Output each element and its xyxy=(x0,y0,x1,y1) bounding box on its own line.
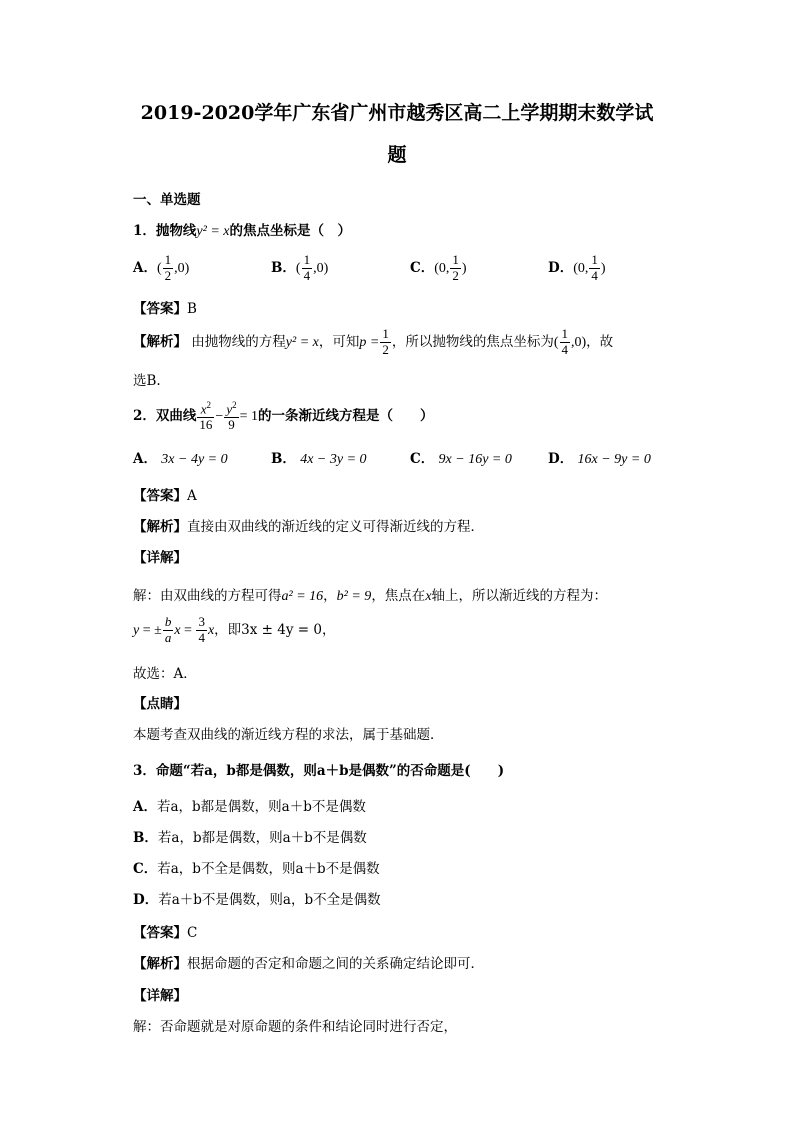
question-text: 抛物线 xyxy=(155,223,197,239)
option-d: D．(0, $\frac{1}{4}$ ) xyxy=(548,252,606,283)
answer-3: 【答案】C xyxy=(133,925,198,941)
option-a: A．若a，b都是偶数，则a＋b不是偶数 xyxy=(133,799,366,815)
option-c: C． 9x − 16y = 0 xyxy=(410,451,512,467)
question-3: 3．命题“若a，b都是偶数，则a＋b是偶数”的否命题是( ) xyxy=(133,763,505,779)
question-1 xyxy=(133,219,351,240)
option-b: B．( $\frac{1}{4}$ ,0) xyxy=(271,252,329,283)
detail-2-line2: y = ± $\frac{b}{a}$ x = $\frac{3}{4}$ x，即3x ± 4y = 0， xyxy=(133,614,336,645)
answer-1: 【答案】B xyxy=(133,301,197,317)
detail-3: 解：否命题就是对原命题的条件和结论同时进行否定， xyxy=(133,1019,457,1035)
detail-2-line1: 解：由双曲线的方程可得a² = 16，b² = 9，焦点在x轴上，所以渐近线的方程为： xyxy=(133,588,608,604)
option-b: B．若a，b都是偶数，则a＋b不是偶数 xyxy=(133,830,367,846)
detail-heading: 【详解】 xyxy=(133,550,187,566)
equation: y² = x xyxy=(196,224,230,239)
document-title-line2: 题 xyxy=(387,144,407,166)
analysis-3: 【解析】根据命题的否定和命题之间的关系确定结论即可． xyxy=(133,956,484,972)
option-d: D． 16x − 9y = 0 xyxy=(548,451,651,467)
option-b: B． 4x − 3y = 0 xyxy=(271,451,367,467)
document-title-line1: 2019-2020学年广东省广州市越秀区高二上学期期末数学试 xyxy=(140,102,654,124)
option-c: C．若a，b不全是偶数，则a＋b不是偶数 xyxy=(133,861,380,877)
analysis-1: 【解析】 由抛物线的方程y² = x，可知p = $\frac{1}{2}$ ，所以抛物线的焦点坐标为( $\frac{1}{4}$ ,0)，故 xyxy=(133,326,614,357)
question-number: 1． xyxy=(133,223,156,239)
answer-2: 【答案】A xyxy=(133,488,197,504)
question-text: 的焦点坐标是（ ） xyxy=(229,223,351,239)
option-a: A．( $\frac{1}{2}$ ,0) xyxy=(133,252,190,283)
analysis-1-end: 选B. xyxy=(133,373,161,389)
comment-heading: 【点睛】 xyxy=(133,696,187,712)
option-d: D．若a＋b不是偶数，则a，b不全是偶数 xyxy=(133,892,381,908)
choose-2: 故选：A． xyxy=(133,666,197,682)
option-a: A． 3x − 4y = 0 xyxy=(133,451,228,467)
option-c: C．(0, $\frac{1}{2}$ ) xyxy=(410,252,467,283)
comment-2: 本题考查双曲线的渐近线方程的求法，属于基础题． xyxy=(133,727,444,743)
detail-heading: 【详解】 xyxy=(133,988,187,1004)
section-heading: 一、单选题 xyxy=(133,192,201,208)
analysis-2: 【解析】直接由双曲线的渐近线的定义可得渐近线的方程． xyxy=(133,519,484,535)
question-2: 2．双曲线 $\frac{x^2}{16}$ − $\frac{y^2}{9}$ = 1的一条渐近线方程是（ ） xyxy=(133,400,434,433)
